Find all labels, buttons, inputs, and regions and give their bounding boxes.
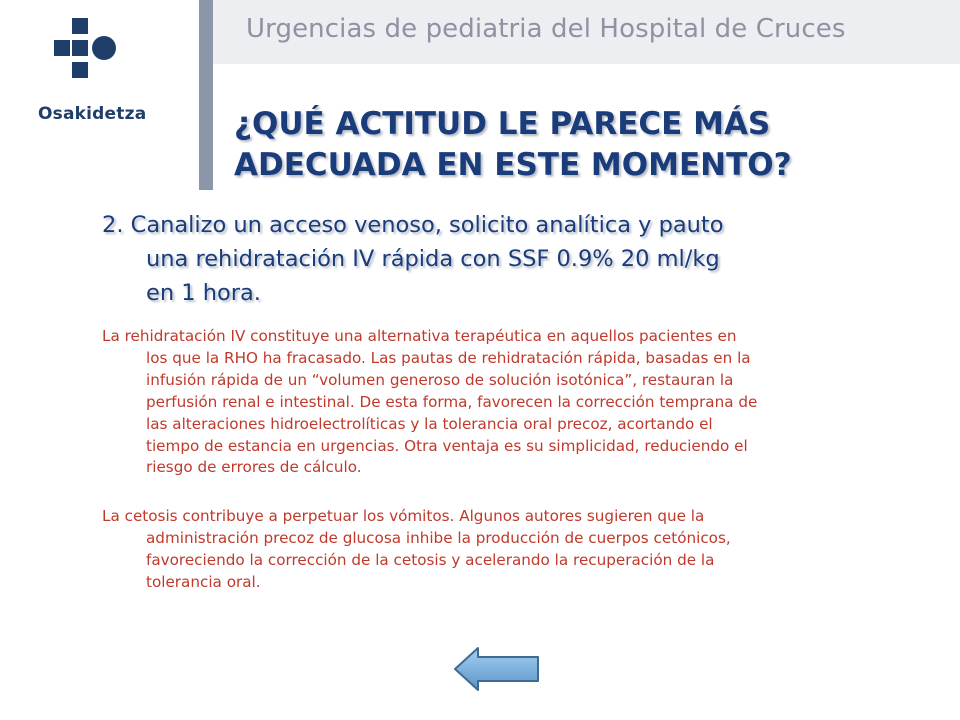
osakidetza-logo-icon bbox=[50, 18, 120, 88]
question-title-line: ADECUADA EN ESTE MOMENTO? bbox=[234, 147, 792, 183]
paragraph-line: La rehidratación IV constituye una alternativa terapéutica en aquellos pacientes en bbox=[102, 327, 737, 345]
paragraph-line: los que la RHO ha fracasado. Las pautas de rehidratación rápida, basadas en la bbox=[146, 348, 751, 367]
question-title-line: ¿QUÉ ACTITUD LE PARECE MÁS bbox=[234, 106, 771, 142]
osakidetza-logo bbox=[38, 18, 188, 128]
back-button[interactable] bbox=[452, 646, 542, 692]
option-line: 2. Canalizo un acceso venoso, solicito analítica y pauto bbox=[102, 212, 724, 238]
paragraph-line: infusión rápida de un “volumen generoso de solución isotónica”, restauran la bbox=[146, 370, 734, 389]
paragraph-line: las alteraciones hidroelectrolíticas y la tolerancia oral precoz, acortando el bbox=[146, 414, 713, 433]
option-line: una rehidratación IV rápida con SSF 0.9% 20 ml/kg bbox=[146, 246, 720, 272]
option-line: en 1 hora. bbox=[146, 280, 261, 306]
header-title: Urgencias de pediatria del Hospital de Cruces bbox=[246, 14, 846, 44]
selected-option bbox=[102, 208, 922, 310]
paragraph-line: perfusión renal e intestinal. De esta forma, favorecen la corrección temprana de bbox=[146, 392, 758, 411]
explanation-paragraph-1 bbox=[102, 326, 932, 479]
paragraph-line: administración precoz de glucosa inhibe la producción de cuerpos cetónicos, bbox=[146, 528, 731, 547]
paragraph-line: riesgo de errores de cálculo. bbox=[146, 458, 362, 477]
brand-name: Osakidetza bbox=[38, 104, 147, 124]
question-title bbox=[234, 104, 934, 186]
paragraph-line: tolerancia oral. bbox=[146, 572, 261, 591]
left-arrow-icon bbox=[452, 646, 542, 692]
explanation-paragraph-2 bbox=[102, 506, 932, 594]
paragraph-line: La cetosis contribuye a perpetuar los vómitos. Algunos autores sugieren que la bbox=[102, 507, 705, 525]
vertical-divider-bar bbox=[199, 0, 213, 190]
paragraph-line: tiempo de estancia en urgencias. Otra ventaja es su simplicidad, reduciendo el bbox=[146, 436, 748, 455]
paragraph-line: favoreciendo la corrección de la cetosis y acelerando la recuperación de la bbox=[146, 550, 715, 569]
